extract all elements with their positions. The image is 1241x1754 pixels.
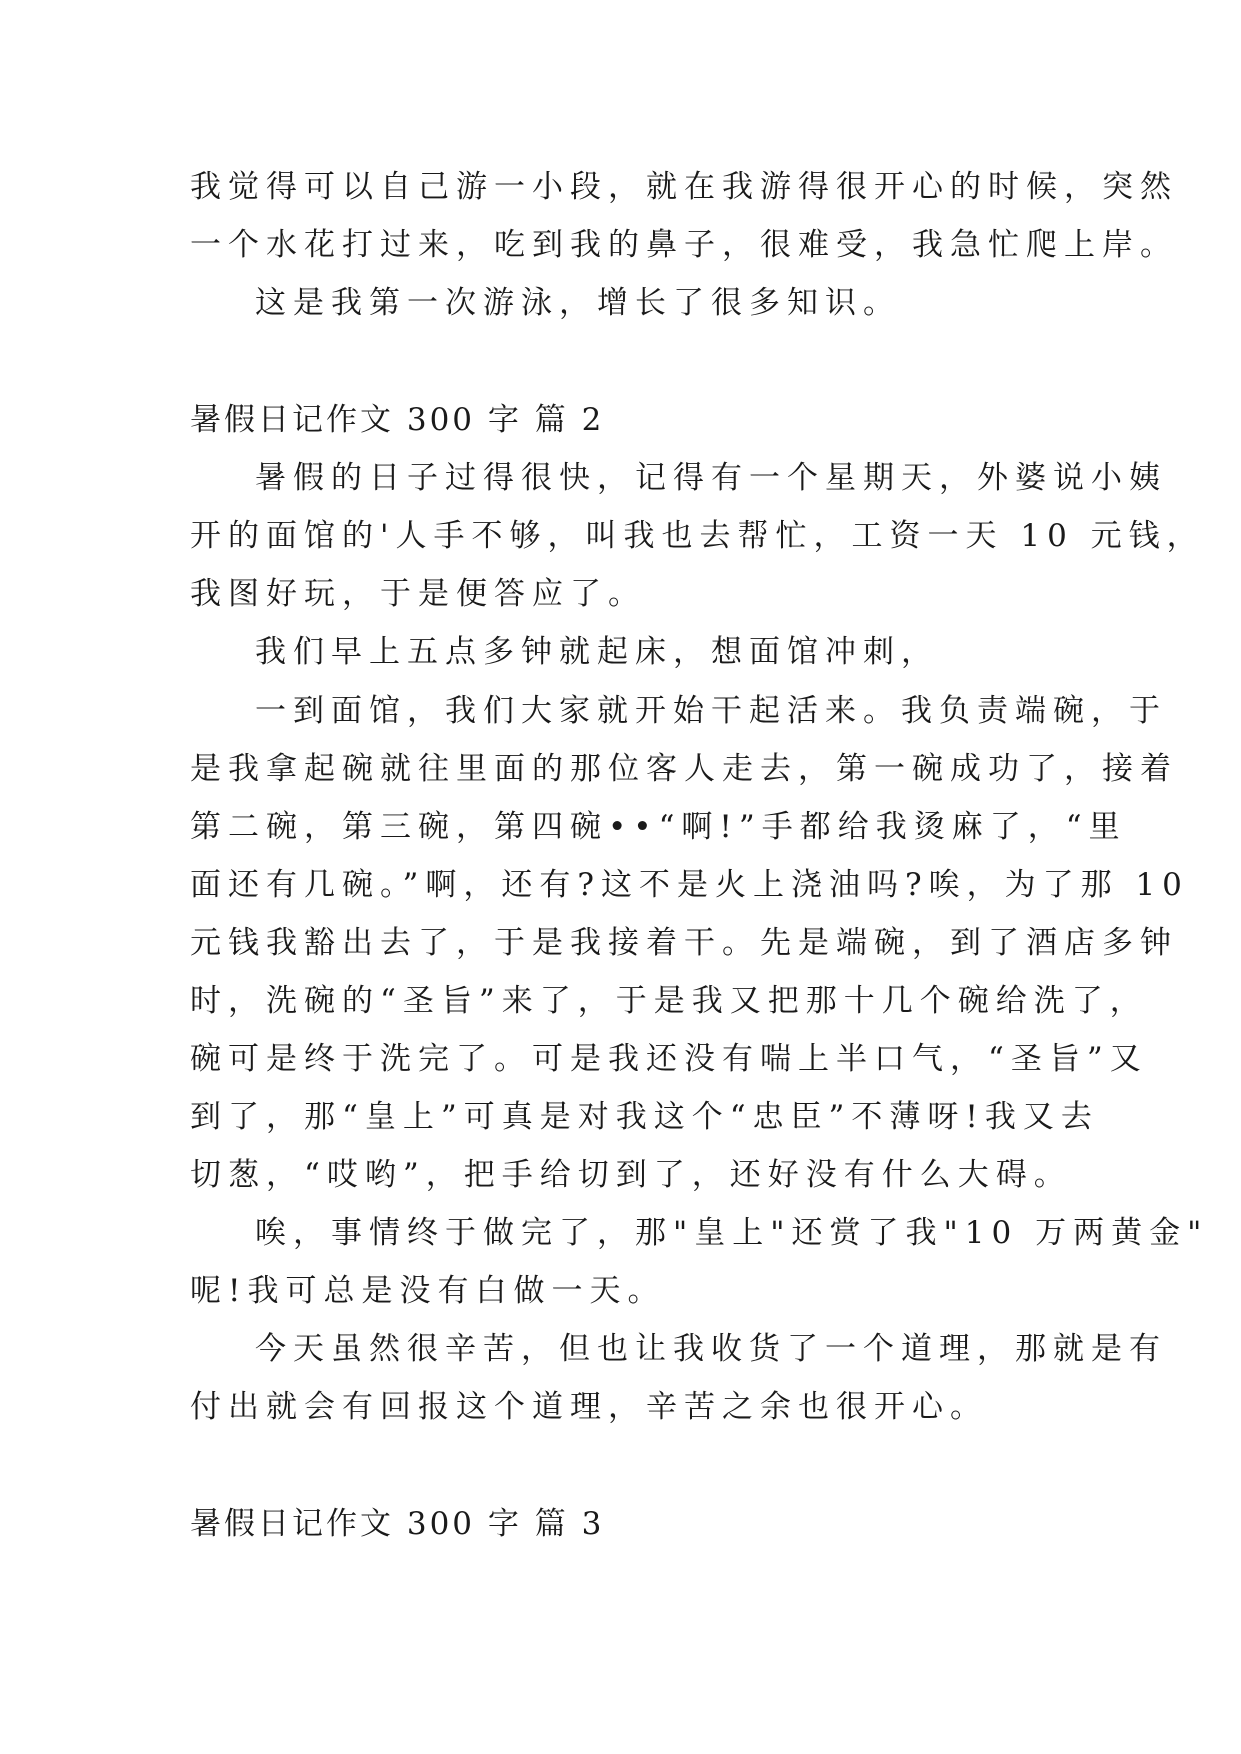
paragraph-line: 开的面馆的'人手不够，叫我也去帮忙，工资一天 10 元钱，: [190, 518, 1205, 554]
paragraph-line: 我们早上五点多钟就起床，想面馆冲刺，: [255, 634, 939, 670]
paragraph-line: 今天虽然很辛苦，但也让我收货了一个道理，那就是有: [255, 1331, 1167, 1367]
paragraph-line: 唉，事情终于做完了，那"皇上"还赏了我"10 万两黄金": [255, 1215, 1209, 1251]
paragraph-line: 一个水花打过来，吃到我的鼻子，很难受，我急忙爬上岸。: [190, 227, 1178, 263]
paragraph-line: 一到面馆，我们大家就开始干起活来。我负责端碗，于: [255, 693, 1167, 729]
paragraph-line: 第二碗，第三碗，第四碗••“啊!”手都给我烫麻了，“里: [190, 809, 1127, 845]
paragraph-line: 元钱我豁出去了，于是我接着干。先是端碗，到了酒店多钟: [190, 925, 1178, 961]
section-heading: 暑假日记作文 300 字 篇 3: [190, 1506, 605, 1542]
paragraph-line: 我图好玩，于是便答应了。: [190, 576, 646, 612]
paragraph-line: 呢!我可总是没有白做一天。: [190, 1273, 666, 1309]
paragraph-line: 时，洗碗的“圣旨”来了，于是我又把那十几个碗给洗了，: [190, 983, 1148, 1019]
paragraph-line: 暑假的日子过得很快，记得有一个星期天，外婆说小姨: [255, 460, 1167, 496]
section-heading: 暑假日记作文 300 字 篇 2: [190, 402, 605, 438]
paragraph-line: 这是我第一次游泳，增长了很多知识。: [255, 285, 901, 321]
paragraph-line: 我觉得可以自己游一小段，就在我游得很开心的时候，突然: [190, 169, 1178, 205]
paragraph-line: 面还有几碗。”啊，还有?这不是火上浇油吗?唉，为了那 10: [190, 867, 1189, 903]
paragraph-line: 到了，那“皇上”可真是对我这个“忠臣”不薄呀!我又去: [190, 1099, 1099, 1135]
paragraph-line: 付出就会有回报这个道理，辛苦之余也很开心。: [190, 1389, 988, 1425]
paragraph-line: 切葱，“哎哟”，把手给切到了，还好没有什么大碍。: [190, 1157, 1072, 1193]
paragraph-line: 是我拿起碗就往里面的那位客人走去，第一碗成功了，接着: [190, 751, 1178, 787]
paragraph-line: 碗可是终于洗完了。可是我还没有喘上半口气，“圣旨”又: [190, 1041, 1148, 1077]
